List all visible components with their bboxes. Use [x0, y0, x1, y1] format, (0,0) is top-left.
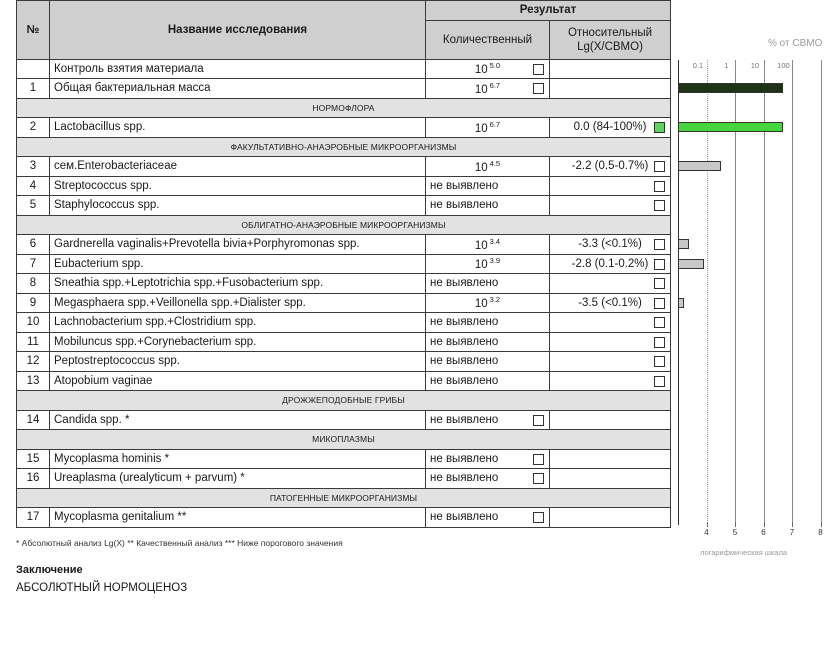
quantitative-value: [430, 159, 545, 174]
test-name: Lachnobacterium spp.+Clostridium spp.: [50, 313, 426, 333]
table-row: [17, 313, 671, 333]
header-relative-line2: Lg(X/СВМО): [577, 40, 643, 53]
relative-checkbox[interactable]: [654, 122, 665, 133]
relative-checkbox[interactable]: [654, 200, 665, 211]
table-row: [17, 469, 671, 489]
relative-checkbox[interactable]: [654, 376, 665, 387]
relative-value: -2.8 (0.1-0.2%): [571, 257, 649, 270]
quantitative-value: [430, 316, 545, 328]
x-tick-mark: [735, 522, 736, 527]
row-number: 10: [17, 313, 50, 333]
section-title: ОБЛИГАТНО-АНАЭРОБНЫЕ МИКРООРГАНИЗМЫ: [17, 215, 671, 235]
quantitative-base: 10: [474, 259, 488, 272]
quantitative-base: 10: [474, 64, 488, 77]
table-row: [17, 157, 671, 177]
quantitative-cell: [426, 469, 550, 489]
section-title: ПАТОГЕННЫЕ МИКРООРГАНИЗМЫ: [17, 488, 671, 508]
test-name: Sneathia spp.+Leptotrichia spp.+Fusobacterium spp.: [50, 274, 426, 294]
relative-cell: [550, 508, 671, 528]
chart-bar: [678, 239, 689, 249]
test-name: Mycoplasma hominis *: [50, 449, 426, 469]
quantitative-base: 10: [474, 83, 488, 96]
header-relative: [550, 20, 671, 59]
quantitative-checkbox[interactable]: [533, 454, 544, 465]
table-row: [17, 410, 671, 430]
quantitative-base: не выявлено: [430, 335, 499, 348]
row-number: 8: [17, 274, 50, 294]
quantitative-base: не выявлено: [430, 413, 499, 426]
quantitative-value: [430, 81, 545, 96]
test-name: Mycoplasma genitalium **: [50, 508, 426, 528]
chart-bar: [678, 161, 721, 171]
header-test-name: Название исследования: [50, 1, 426, 60]
header-number: №: [17, 1, 50, 60]
relative-cell: [550, 313, 671, 333]
percent-tick-label: 0.1: [692, 61, 704, 70]
quantitative-exponent: 6.7: [489, 80, 501, 90]
row-number: 16: [17, 469, 50, 489]
conclusion-title: Заключение: [16, 564, 83, 576]
chart-bar: [678, 122, 783, 132]
quantitative-base: не выявлено: [430, 472, 499, 485]
test-name: Staphylococcus spp.: [50, 196, 426, 216]
quantitative-cell: [426, 59, 550, 79]
percent-tick-label: 10: [750, 61, 760, 70]
test-name: Gardnerella vaginalis+Prevotella bivia+Porphyromonas spp.: [50, 235, 426, 255]
quantitative-base: не выявлено: [430, 316, 499, 329]
quantitative-cell: [426, 449, 550, 469]
relative-cell: [550, 157, 671, 177]
quantitative-cell: [426, 508, 550, 528]
header-result: Результат: [426, 1, 671, 21]
test-name: Peptostreptococcus spp.: [50, 352, 426, 372]
quantitative-checkbox[interactable]: [533, 512, 544, 523]
row-number: 5: [17, 196, 50, 216]
section-title: ДРОЖЖЕПОДОБНЫЕ ГРИБЫ: [17, 391, 671, 411]
table-row: [17, 293, 671, 313]
relative-cell: [550, 410, 671, 430]
relative-cell: [550, 118, 671, 138]
quantitative-base: не выявлено: [430, 511, 499, 524]
relative-cell: [550, 371, 671, 391]
row-number: 14: [17, 410, 50, 430]
relative-cell: [550, 352, 671, 372]
quantitative-value: [430, 256, 545, 271]
chart-gridline: [821, 60, 822, 525]
section-title: НОРМОФЛОРА: [17, 98, 671, 118]
quantitative-checkbox[interactable]: [533, 415, 544, 426]
x-tick-mark: [821, 522, 822, 527]
test-name: Mobiluncus spp.+Corynebacterium spp.: [50, 332, 426, 352]
quantitative-cell: [426, 293, 550, 313]
row-number: 15: [17, 449, 50, 469]
log-scale-chart: [670, 0, 828, 570]
quantitative-value: [430, 511, 545, 523]
relative-checkbox[interactable]: [654, 278, 665, 289]
quantitative-base: 10: [474, 239, 488, 252]
x-tick-label: 4: [704, 528, 709, 537]
quantitative-value: [430, 61, 545, 76]
section-header: [17, 137, 671, 157]
relative-checkbox[interactable]: [654, 239, 665, 250]
quantitative-base: 10: [474, 161, 488, 174]
quantitative-value: [430, 472, 545, 484]
quantitative-exponent: 3.4: [489, 236, 501, 246]
conclusion-text: АБСОЛЮТНЫЙ НОРМОЦЕНОЗ: [16, 582, 188, 594]
x-tick-label: 6: [761, 528, 766, 537]
quantitative-value: [430, 237, 545, 252]
relative-cell: [550, 235, 671, 255]
footnote: * Абсолютный анализ Lg(X) ** Качественный анализ *** Ниже порогового значения: [16, 538, 343, 548]
test-name: Lactobacillus spp.: [50, 118, 426, 138]
quantitative-base: не выявлено: [430, 179, 499, 192]
test-name: Megasphaera spp.+Veillonella spp.+Dialister spp.: [50, 293, 426, 313]
quantitative-cell: [426, 176, 550, 196]
quantitative-cell: [426, 352, 550, 372]
x-tick-mark: [792, 522, 793, 527]
relative-cell: [550, 274, 671, 294]
relative-checkbox[interactable]: [654, 317, 665, 328]
row-number: [17, 59, 50, 79]
row-number: 7: [17, 254, 50, 274]
test-name: Atopobium vaginae: [50, 371, 426, 391]
table-row: [17, 118, 671, 138]
percent-tick-label: 100: [777, 61, 790, 70]
relative-cell: [550, 332, 671, 352]
quantitative-cell: [426, 157, 550, 177]
relative-cell: [550, 196, 671, 216]
results-table: [16, 0, 671, 528]
x-tick-mark: [764, 522, 765, 527]
quantitative-cell: [426, 332, 550, 352]
row-number: 2: [17, 118, 50, 138]
table-row: [17, 332, 671, 352]
x-tick-label: 8: [818, 528, 823, 537]
relative-cell: [550, 293, 671, 313]
quantitative-base: не выявлено: [430, 355, 499, 368]
quantitative-checkbox[interactable]: [533, 64, 544, 75]
relative-checkbox[interactable]: [654, 298, 665, 309]
x-tick-label: 5: [732, 528, 738, 537]
quantitative-value: [430, 336, 545, 348]
quantitative-value: [430, 453, 545, 465]
quantitative-value: [430, 355, 545, 367]
row-number: 1: [17, 79, 50, 99]
row-number: 3: [17, 157, 50, 177]
relative-cell: [550, 469, 671, 489]
test-name: Контроль взятия материала: [50, 59, 426, 79]
row-number: 13: [17, 371, 50, 391]
row-number: 17: [17, 508, 50, 528]
test-name: сем.Enterobacteriaceae: [50, 157, 426, 177]
section-header: [17, 488, 671, 508]
table-row: [17, 79, 671, 99]
relative-value: -3.3 (<0.1%): [578, 238, 642, 251]
table-row: [17, 254, 671, 274]
quantitative-exponent: 3.2: [489, 295, 501, 305]
relative-cell: [550, 59, 671, 79]
quantitative-checkbox[interactable]: [533, 473, 544, 484]
chart-title: % от СВМО: [768, 38, 823, 49]
header-quantitative: Количественный: [426, 20, 550, 59]
chart-bar: [678, 83, 783, 93]
relative-checkbox[interactable]: [654, 356, 665, 367]
relative-checkbox[interactable]: [654, 259, 665, 270]
relative-value: -3.5 (<0.1%): [578, 296, 642, 309]
row-number: 9: [17, 293, 50, 313]
quantitative-cell: [426, 196, 550, 216]
chart-bar: [678, 298, 684, 308]
relative-checkbox[interactable]: [654, 181, 665, 192]
chart-bar: [678, 259, 704, 269]
test-name: Ureaplasma (urealyticum + parvum) *: [50, 469, 426, 489]
test-name: Streptococcus spp.: [50, 176, 426, 196]
table-row: [17, 274, 671, 294]
table-row: [17, 508, 671, 528]
test-name: Candida spp. *: [50, 410, 426, 430]
table-row: [17, 176, 671, 196]
quantitative-value: [430, 375, 545, 387]
quantitative-base: 10: [474, 122, 488, 135]
section-title: МИКОПЛАЗМЫ: [17, 430, 671, 450]
percent-tick-label: 1: [724, 61, 729, 70]
relative-cell: [550, 79, 671, 99]
header-relative-line1: Относительный: [567, 26, 653, 39]
table-row: [17, 235, 671, 255]
relative-checkbox[interactable]: [654, 337, 665, 348]
quantitative-value: [430, 180, 545, 192]
section-title: ФАКУЛЬТАТИВНО-АНАЭРОБНЫЕ МИКРООРГАНИЗМЫ: [17, 137, 671, 157]
table-row: [17, 352, 671, 372]
table-row: [17, 449, 671, 469]
quantitative-exponent: 6.7: [489, 119, 501, 129]
quantitative-value: [430, 295, 545, 310]
relative-value: -2.2 (0.5-0.7%): [571, 160, 649, 173]
relative-cell: [550, 254, 671, 274]
quantitative-cell: [426, 371, 550, 391]
quantitative-cell: [426, 313, 550, 333]
quantitative-checkbox[interactable]: [533, 83, 544, 94]
quantitative-cell: [426, 79, 550, 99]
quantitative-base: 10: [474, 298, 488, 311]
table-row: [17, 59, 671, 79]
quantitative-cell: [426, 254, 550, 274]
quantitative-base: не выявлено: [430, 199, 499, 212]
section-header: [17, 391, 671, 411]
row-number: 4: [17, 176, 50, 196]
relative-value: 0.0 (84-100%): [573, 121, 647, 134]
row-number: 6: [17, 235, 50, 255]
quantitative-cell: [426, 274, 550, 294]
quantitative-value: [430, 199, 545, 211]
quantitative-value: [430, 120, 545, 135]
chart-xlabel: логарифмическая шкала: [700, 548, 788, 557]
quantitative-cell: [426, 410, 550, 430]
quantitative-exponent: 3.9: [489, 256, 501, 266]
row-number: 12: [17, 352, 50, 372]
quantitative-base: не выявлено: [430, 277, 499, 290]
quantitative-exponent: 4.5: [489, 158, 501, 168]
quantitative-cell: [426, 235, 550, 255]
quantitative-base: не выявлено: [430, 452, 499, 465]
test-name: Общая бактериальная масса: [50, 79, 426, 99]
section-header: [17, 215, 671, 235]
table-row: [17, 371, 671, 391]
relative-checkbox[interactable]: [654, 161, 665, 172]
quantitative-base: не выявлено: [430, 374, 499, 387]
section-header: [17, 430, 671, 450]
chart-gridline: [792, 60, 793, 525]
quantitative-exponent: 5.0: [489, 61, 501, 71]
relative-cell: [550, 449, 671, 469]
relative-cell: [550, 176, 671, 196]
x-tick-mark: [707, 522, 708, 527]
table-row: [17, 196, 671, 216]
section-header: [17, 98, 671, 118]
quantitative-cell: [426, 118, 550, 138]
x-tick-label: 7: [789, 528, 795, 537]
quantitative-value: [430, 277, 545, 289]
test-name: Eubacterium spp.: [50, 254, 426, 274]
row-number: 11: [17, 332, 50, 352]
quantitative-value: [430, 414, 545, 426]
